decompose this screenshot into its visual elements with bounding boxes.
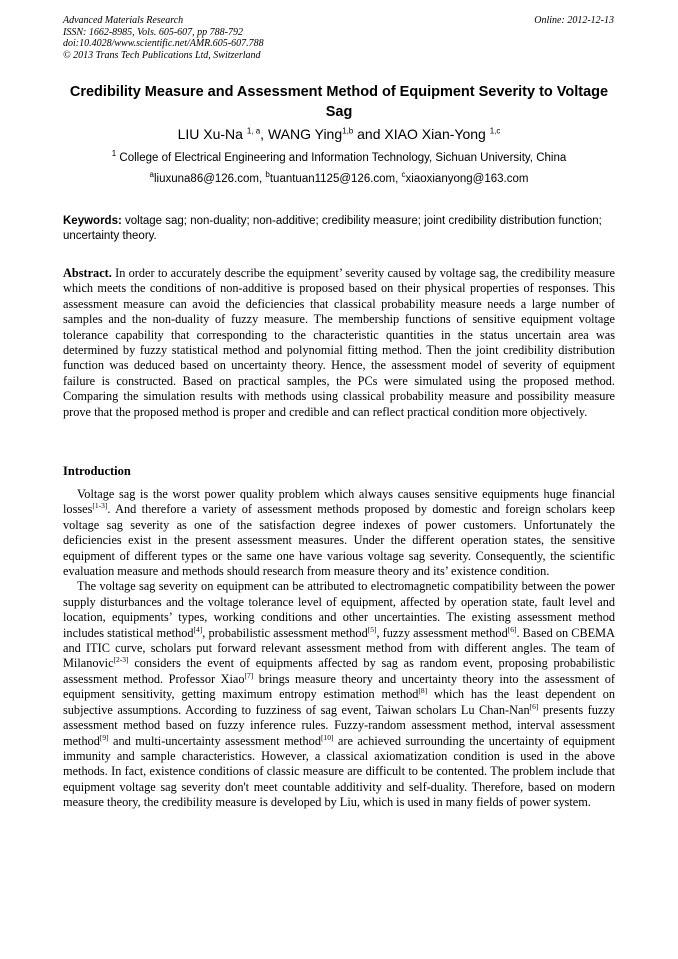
online-date: Online: 2012-12-13 [534, 15, 614, 26]
text-run: which has the least dependent on subjective assumptions. According to fuzziness of sag event, Taiwan scholars Lu Chan-Nan [63, 687, 615, 717]
doi-line[interactable]: doi:10.4028/www.scientific.net/AMR.605-607.788 [63, 38, 264, 49]
citation: [9] [99, 732, 109, 742]
author-2: WANG Ying [267, 126, 343, 142]
abstract-label: Abstract. [63, 266, 112, 280]
author-2-affil: 1,b [342, 126, 354, 136]
keywords-label: Keywords: [63, 215, 122, 227]
copyright-line: © 2013 Trans Tech Publications Ltd, Switzerland [63, 49, 261, 61]
affiliation-number: 1 [111, 149, 117, 159]
abstract-text: In order to accurately describe the equipment’ severity caused by voltage sag, the credibility measure which meets the conditions of non-additive is proposed based on their physical properties of responses. This assessment measure can avoid the deficiencies that classical probability measure needs a large number of samples and the non-duality of fuzzy measure. The membership functions of sensitive equipment voltage tolerance capability that corresponding to the characteristic quantities in the status uncertain area was determined by fuzzy statistical method and polynomial fitting method. Then the joint credibility distribution function was deduced based on uncertainty theory. Hence, the assessment model of severity of equipment failure is constructed. Based on practical samples, the PCs were simulated using the proposed method. Comparing the simulation results with methods using classical probability measure and possibility measure prove that the proposed method is proper and credible and can reflect practical condition more objectively. [63, 266, 615, 419]
text-run: , fuzzy assessment method [376, 625, 508, 640]
email-a[interactable]: liuxuna86@126.com [153, 173, 260, 185]
text-run: . Based on CBEMA and ITIC curve, scholars put forward relevant assessment method from with different angles. The team of Milanovic [63, 625, 615, 671]
email-b-label: b [265, 170, 270, 180]
citation: [8] [418, 686, 428, 696]
text-run: presents fuzzy assessment method based on fuzzy inference rules. Fuzzy-random assessment method, interval assessment method [63, 702, 615, 748]
email-list [63, 170, 615, 185]
text-run: brings measure theory and uncertainty theory into the assessment of equipment sensitivity, getting maximum entropy estimation method [63, 671, 616, 702]
citation: [6] [529, 701, 539, 711]
text-run: considers the event of equipments affected by sag as random event, proposing probabilistic assessment method. Professor Xiao [63, 656, 615, 686]
paper-title: Credibility Measure and Assessment Method of Equipment Severity to Voltage Sag [69, 84, 609, 120]
text-run: The voltage sag severity on equipment can be attributed to electromagnetic compatibility between the power supply disturbances and the voltage tolerance level of equipment, affected by operation state, fault level and location, equipments’ types, working conditions and other uncertainties. The existing assessment method includes statistical method [63, 579, 615, 640]
paragraph [63, 487, 615, 579]
author-list [63, 126, 615, 142]
citation: [5] [367, 624, 377, 634]
text-run: , probabilistic assessment method [202, 625, 368, 640]
journal-name: Advanced Materials Research [63, 15, 184, 26]
issn-line: ISSN: 1662-8985, Vols. 605-607, pp 788-792 [63, 26, 243, 38]
author-1: LIU Xu-Na [177, 126, 243, 142]
text-run: Voltage sag is the worst power quality problem which always causes sensitive equipments huge financial losses [63, 487, 615, 517]
affiliation [63, 149, 615, 164]
text-run: . And therefore a variety of assessment methods proposed by domestic and foreign scholars keep voltage sag severity as one of the satisfaction degree indexes of power customers. Unfortunately the deficiencies exist in the present assessment measures. Under the different operation states, the sensitive equipment of different types or the same one have various voltage sag severity. Consequently, the scientific evaluation measure and methods should research from measure theory and its’ existence condition. [63, 502, 615, 579]
citation: [1-3] [92, 501, 108, 511]
paragraph [63, 579, 615, 810]
citation: [10] [320, 732, 334, 742]
email-b[interactable]: tuantuan1125@126.com [269, 173, 396, 185]
introduction-body [63, 487, 615, 811]
journal-header [63, 15, 264, 61]
citation: [6] [507, 624, 517, 634]
abstract [63, 266, 615, 420]
text-run: are achieved surrounding the uncertainty of equipment immunity and sample characteristics. However, a classical axiomatization condition is used in the above methods. In fact, existence conditions of classic measure are difficult to be contented. The problem include that equipment voltage sag severity don't meet countable additivity and self-duality. Therefore, based on modern measure theory, the credibility measure is developed by Liu, which is used in many fields of power system. [63, 733, 616, 810]
citation: [4] [193, 624, 203, 634]
author-1-affil: 1, a [246, 126, 261, 136]
citation: [7] [244, 670, 254, 680]
text-run: and multi-uncertainty assessment method [108, 733, 321, 748]
citation: [2-3] [113, 655, 129, 665]
author-separator: and [353, 126, 385, 142]
email-a-label: a [149, 170, 154, 180]
keywords [63, 214, 615, 244]
keywords-text: voltage sag; non-duality; non-additive; credibility measure; joint credibility distribution function; uncertainty theory. [63, 215, 602, 242]
author-3: XIAO Xian-Yong [384, 126, 486, 142]
email-c[interactable]: xiaoxianyong@163.com [405, 173, 529, 185]
section-heading-introduction: Introduction [63, 464, 131, 478]
email-separator: , [259, 173, 266, 185]
affiliation-text: College of Electrical Engineering and Information Technology, Sichuan University, China [119, 152, 567, 164]
author-separator: , [260, 126, 268, 142]
author-3-affil: 1,c [489, 126, 501, 136]
email-separator: , [395, 173, 402, 185]
email-c-label: c [401, 170, 406, 180]
